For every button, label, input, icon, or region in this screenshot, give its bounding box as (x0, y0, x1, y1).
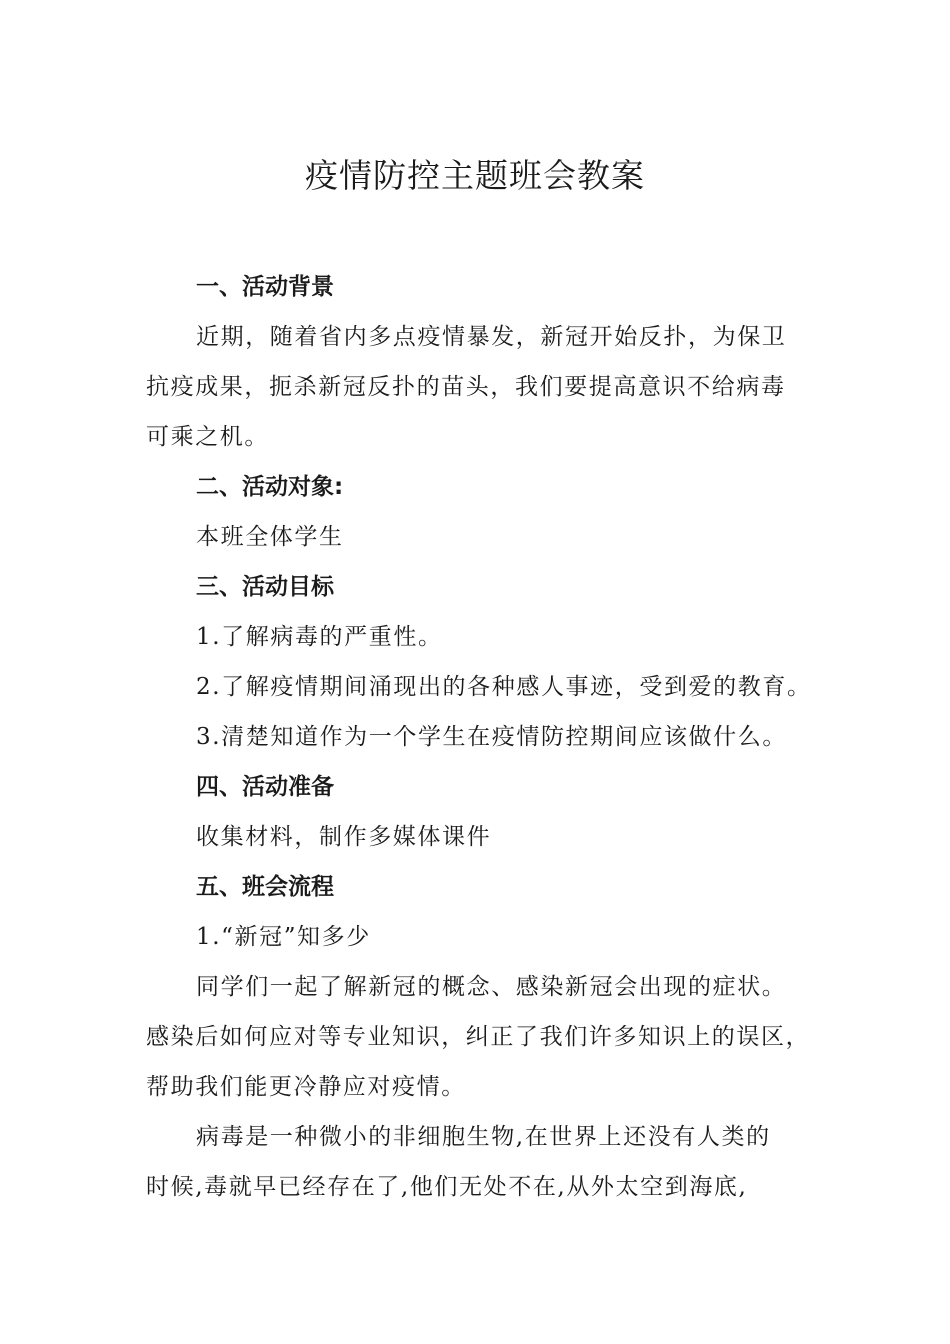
paragraph-line: 同学们一起了解新冠的概念、感染新冠会出现的症状。 (196, 974, 787, 1000)
paragraph-line: 病毒是一种微小的非细胞生物,在世界上还没有人类的 (196, 1124, 771, 1150)
section-heading-background: 一、活动背景 (196, 274, 334, 300)
section-heading-target: 二、活动对象: (196, 474, 344, 500)
process-step-title: 1.“新冠”知多少 (196, 924, 371, 950)
paragraph-line: 感染后如何应对等专业知识，纠正了我们许多知识上的误区， (146, 1024, 811, 1050)
goal-item: 2.了解疫情期间涌现出的各种感人事迹，受到爱的教育。 (196, 674, 812, 700)
paragraph-line: 近期，随着省内多点疫情暴发，新冠开始反扑，为保卫 (196, 324, 787, 350)
preparation-text: 收集材料，制作多媒体课件 (196, 824, 492, 850)
paragraph-process-2 (146, 1112, 826, 1212)
paragraph-line: 时候,毒就早已经存在了,他们无处不在,从外太空到海底, (146, 1174, 748, 1200)
paragraph-line: 帮助我们能更冷静应对疫情。 (146, 1074, 466, 1100)
target-text: 本班全体学生 (196, 524, 344, 550)
paragraph-background (146, 312, 826, 462)
section-heading-preparation: 四、活动准备 (196, 774, 334, 800)
paragraph-line: 可乘之机。 (146, 424, 269, 450)
paragraph-line: 抗疫成果，扼杀新冠反扑的苗头，我们要提高意识不给病毒 (146, 374, 786, 400)
document-title: 疫情防控主题班会教案 (305, 156, 645, 195)
section-heading-goals: 三、活动目标 (196, 574, 334, 600)
goal-item: 3.清楚知道作为一个学生在疫情防控期间应该做什么。 (196, 724, 787, 750)
goal-item: 1.了解病毒的严重性。 (196, 624, 443, 650)
paragraph-process-1 (146, 962, 826, 1112)
document-body (146, 262, 826, 1212)
section-heading-process: 五、班会流程 (196, 874, 334, 900)
